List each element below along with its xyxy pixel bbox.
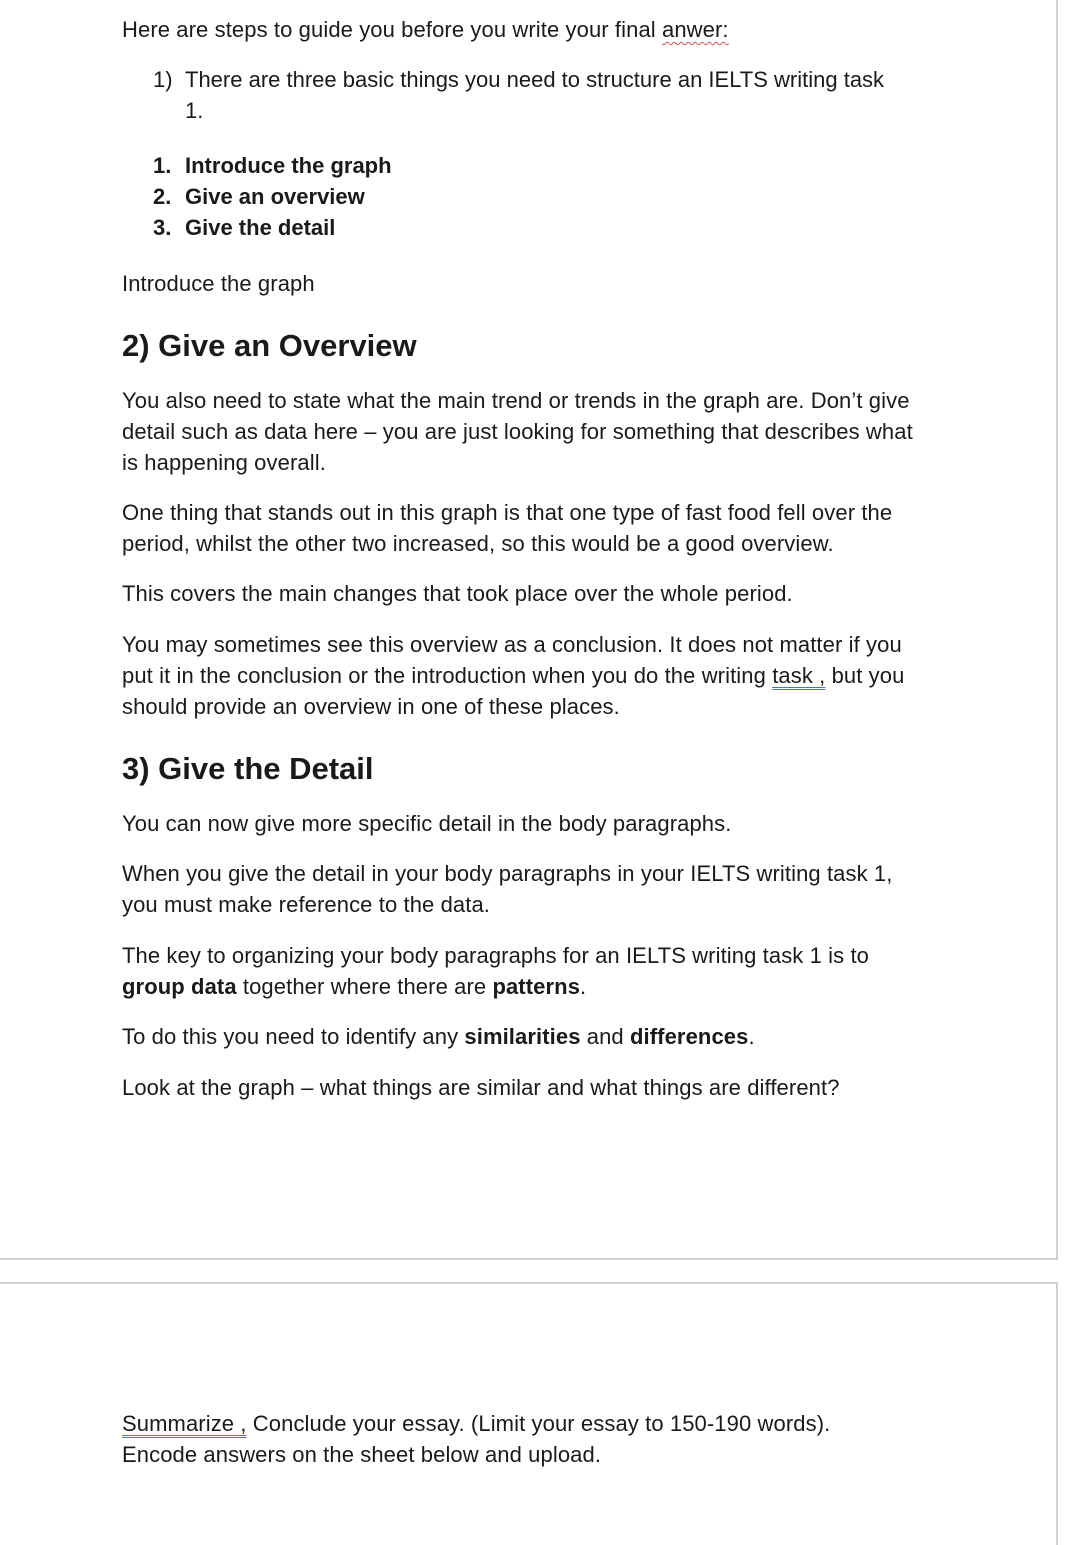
- bold-group-data: group data: [122, 974, 237, 999]
- overview-paragraph-1: You also need to state what the main trend or trends in the graph are. Don’t give detail such as data here – you are just looking for something that describes what is happening overall.: [122, 388, 913, 475]
- list-item-text: Give the detail: [185, 215, 336, 240]
- summary-text: Conclude your essay. (Limit your essay to 150-190 words).: [246, 1411, 831, 1436]
- structure-list-item-1: [153, 150, 392, 181]
- overview-p4-text: You may sometimes see this overview as a conclusion. It does not matter if you put it in the conclusion or the introduction when you do the writing: [122, 632, 902, 688]
- introduce-graph-label: Introduce the graph: [122, 271, 315, 296]
- detail-p3-text: The key to organizing your body paragraphs for an IELTS writing task 1 is to: [122, 943, 870, 968]
- list-item-text: Introduce the graph: [185, 153, 392, 178]
- detail-p3-text: together where there are: [236, 974, 493, 999]
- summary-text-line2: Encode answers on the sheet below and upload.: [122, 1442, 602, 1467]
- step-1-item: [153, 64, 953, 126]
- step-1-text-line2: 1.: [185, 98, 204, 123]
- detail-p4-text: and: [580, 1024, 630, 1049]
- list-marker: 2.: [153, 184, 172, 209]
- bold-differences: differences: [629, 1024, 749, 1049]
- misspelled-word[interactable]: anwer:: [662, 17, 729, 42]
- overview-paragraph-4: [122, 629, 922, 722]
- bold-similarities: similarities: [464, 1024, 581, 1049]
- list-marker: 1.: [153, 153, 172, 178]
- detail-p4-text: .: [748, 1024, 755, 1049]
- overview-paragraph-3: This covers the main changes that took place over the whole period.: [122, 581, 793, 606]
- step-1-text-line1: There are three basic things you need to structure an IELTS writing task: [185, 67, 885, 92]
- intro-line-text: Here are steps to guide you before you write your final: [122, 17, 663, 42]
- structure-list-item-3: [153, 212, 335, 243]
- grammar-flagged-word[interactable]: Summarize ,: [122, 1411, 247, 1436]
- detail-paragraph-1: You can now give more specific detail in the body paragraphs.: [122, 811, 732, 836]
- summary-instruction: [122, 1408, 942, 1470]
- intro-line: [122, 14, 942, 45]
- structure-list-item-2: [153, 181, 365, 212]
- detail-paragraph-4: [122, 1021, 942, 1052]
- list-marker: 3.: [153, 215, 172, 240]
- grammar-flagged-word[interactable]: task ,: [772, 663, 826, 688]
- overview-paragraph-2: One thing that stands out in this graph is that one type of fast food fell over the period, whilst the other two increased, so this would be a good overview.: [122, 500, 893, 556]
- detail-p4-text: To do this you need to identify any: [122, 1024, 465, 1049]
- detail-paragraph-3: [122, 940, 892, 1002]
- detail-paragraph-5: Look at the graph – what things are similar and what things are different?: [122, 1075, 840, 1100]
- overview-heading: 2) Give an Overview: [122, 328, 417, 363]
- list-item-text: Give an overview: [185, 184, 365, 209]
- overview-p4-text-end: but you should provide an overview in one of these places.: [122, 663, 905, 719]
- detail-heading: 3) Give the Detail: [122, 751, 374, 786]
- step-1-marker: 1): [153, 67, 173, 92]
- detail-p3-text: .: [580, 974, 587, 999]
- bold-patterns: patterns: [492, 974, 581, 999]
- document-page-2: [0, 1282, 1058, 1545]
- detail-paragraph-2: When you give the detail in your body paragraphs in your IELTS writing task 1, you must make reference to the data.: [122, 861, 893, 917]
